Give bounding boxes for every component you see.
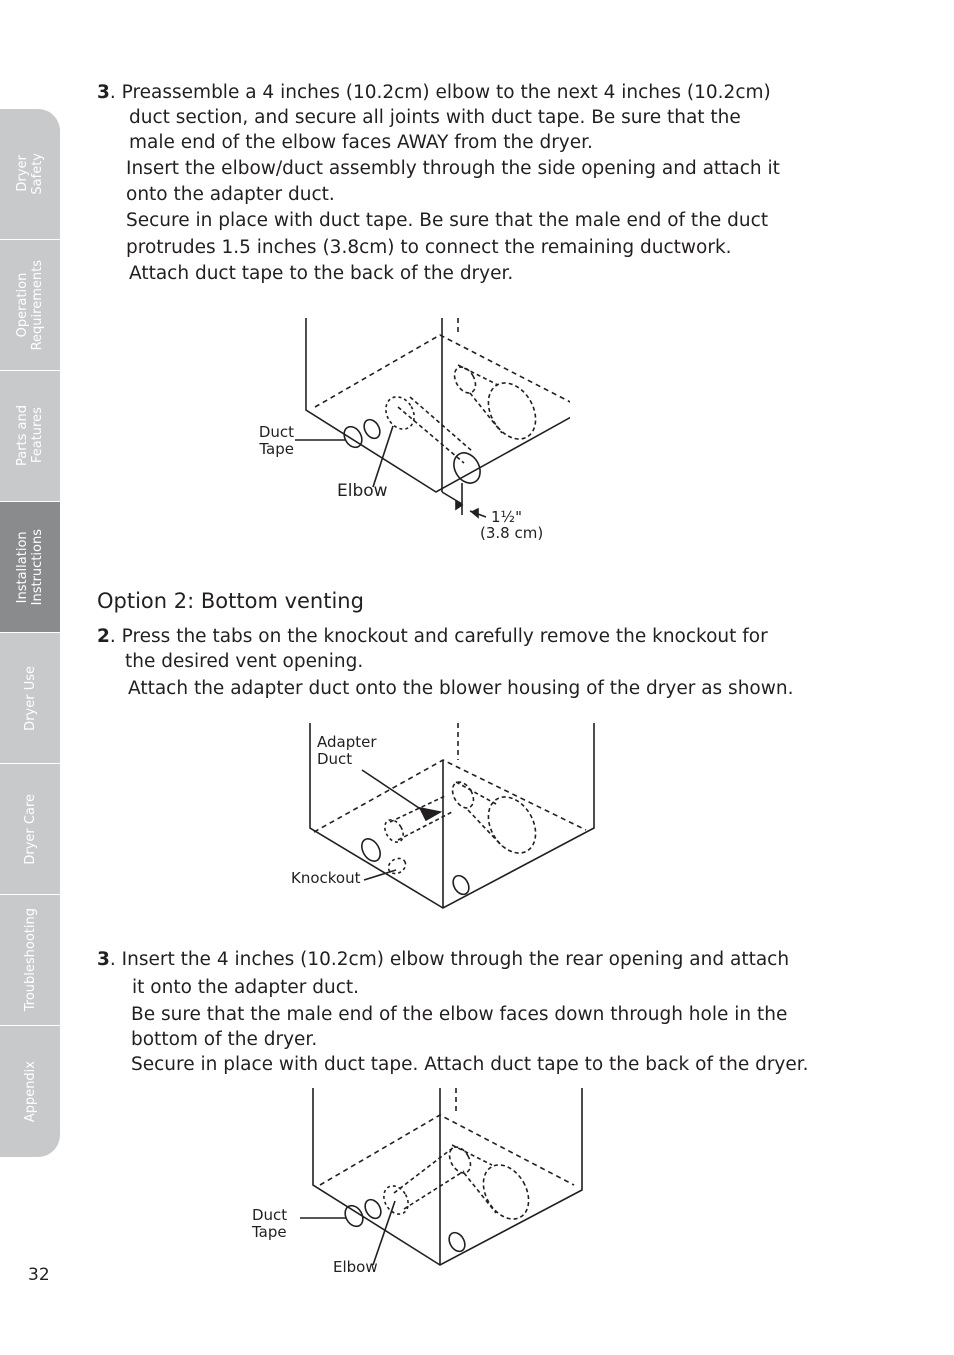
tab-troubleshooting[interactable] <box>0 895 60 1026</box>
tab-label: Troubleshooting <box>22 908 38 1012</box>
step2-line-2: the desired vent opening. <box>125 651 364 672</box>
tab-label: Installation Instructions <box>15 528 45 606</box>
step3b-line-5: Secure in place with duct tape. Attach duct tape to the back of the dryer. <box>131 1054 809 1075</box>
step3a-line-6: Secure in place with duct tape. Be sure that the male end of the duct <box>126 210 769 231</box>
tab-dryer-use[interactable] <box>0 633 60 764</box>
step-number: 3 <box>97 949 110 970</box>
step3b-line-1: 3. Insert the 4 inches (10.2cm) elbow through the rear opening and attach <box>97 949 790 970</box>
tab-label: Parts and Features <box>15 405 45 467</box>
step3a-line-2: duct section, and secure all joints with duct tape. Be sure that the <box>129 107 741 128</box>
step-number: 3 <box>97 82 110 103</box>
tab-label: Operation Requirements <box>15 259 45 351</box>
section-sidebar <box>0 109 60 1157</box>
tab-label: Appendix <box>22 1060 38 1123</box>
tab-label: Dryer Care <box>22 793 38 865</box>
step3a-line-4: Insert the elbow/duct assembly through the side opening and attach it <box>126 158 780 179</box>
bottom-venting-elbow-diagram <box>240 1085 590 1275</box>
elbow-label: Elbow <box>333 1258 378 1276</box>
adapter-duct-label: Adapter Duct <box>317 733 377 768</box>
step2-line-3: Attach the adapter duct onto the blower housing of the dryer as shown. <box>128 678 794 699</box>
step-number: 2 <box>97 626 110 647</box>
step3a-line-3: male end of the elbow faces AWAY from the dryer. <box>129 132 593 153</box>
step3b-line-2: it onto the adapter duct. <box>132 977 360 998</box>
tab-dryer-safety[interactable] <box>0 109 60 240</box>
tab-operation-requirements[interactable] <box>0 240 60 371</box>
step3a-line-7: protrudes 1.5 inches (3.8cm) to connect the remaining ductwork. <box>126 237 732 258</box>
elbow-label: Elbow <box>337 481 388 501</box>
tab-label: Dryer Use <box>22 665 38 731</box>
measure-cm-label: (3.8 cm) <box>480 524 544 542</box>
step3b-line-4: bottom of the dryer. <box>131 1029 318 1050</box>
step3a-line-5: onto the adapter duct. <box>126 184 335 205</box>
step3b-line-3: Be sure that the male end of the elbow faces down through hole in the <box>131 1004 788 1025</box>
option2-heading: Option 2: Bottom venting <box>97 589 364 613</box>
step3a-line-8: Attach duct tape to the back of the dryer. <box>129 263 514 284</box>
tab-dryer-care[interactable] <box>0 764 60 895</box>
step3a-line-1: 3. Preassemble a 4 inches (10.2cm) elbow to the next 4 inches (10.2cm) <box>97 82 771 103</box>
knockout-label: Knockout <box>291 869 361 887</box>
page-number: 32 <box>28 1265 50 1285</box>
duct-tape-label: Duct Tape <box>258 423 294 458</box>
tab-label: Dryer Safety <box>15 153 45 195</box>
duct-tape-label: Duct Tape <box>252 1206 288 1241</box>
tab-parts-and-features[interactable] <box>0 371 60 502</box>
tab-appendix[interactable] <box>0 1026 60 1157</box>
tab-installation-instructions[interactable] <box>0 502 60 633</box>
step2-line-1: 2. Press the tabs on the knockout and carefully remove the knockout for <box>97 626 768 647</box>
measure-label: 1½" <box>491 508 522 526</box>
